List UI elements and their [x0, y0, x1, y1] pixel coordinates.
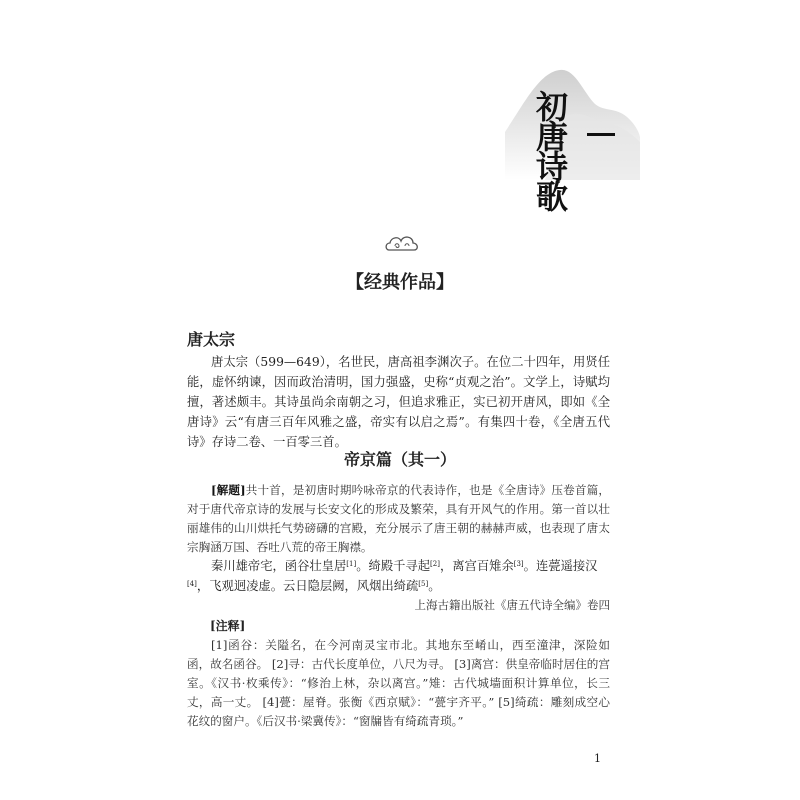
intro-text: 共十首，是初唐时期吟咏帝京的代表诗作，也是《全唐诗》压卷首篇，对于唐代帝京诗的发展与长安文化的形成及繁荣，具有开风气的作用。第一首以壮丽雄伟的山川烘托气势磅礴的宫殿，充分展示了唐王朝的赫赫声威，也表现了唐太宗胸涵万国、吞吐八荒的帝王胸襟。 [187, 483, 610, 554]
page-number: 1 [594, 752, 601, 765]
poem-intro [187, 481, 610, 557]
poem-body [187, 556, 610, 596]
footnote-marker: [2] [430, 560, 440, 568]
mountain-ink-illustration [505, 62, 640, 186]
chapter-title-char: 诗 [535, 148, 568, 186]
poem-punct: 。 [356, 559, 369, 573]
poem-line: 绮殿千寻起 [368, 559, 431, 573]
author-bio: 唐太宗（599—649），名世民，唐高祖李渊次子。在位二十四年，用贤任能，虚怀纳谏，因而政治清明，国力强盛，史称“贞观之治”。文学上，诗赋均擅，著述颇丰。其诗虽尚余南朝之习，但追求雅正，实已初开唐风，即如《全唐诗》云“有唐三百年风雅之盛，帝实有以启之焉”。有集四十卷，《全唐五代诗》存诗二卷、一百零三首。 [187, 355, 610, 449]
chapter-title-char: 唐 [535, 118, 568, 156]
chapter-title [533, 88, 571, 216]
poem-punct: 。 [428, 579, 441, 593]
section-header: 【经典作品】 [346, 272, 454, 293]
source-citation: 上海古籍出版社《唐五代诗全编》卷四 [414, 598, 610, 612]
footnote-marker: [1] [346, 560, 357, 568]
poem-title: 帝京篇（其一） [343, 450, 456, 469]
poem-punct: 。 [523, 559, 536, 573]
poem-line: 离宫百雉余 [452, 559, 514, 573]
poem-punct: ， [196, 579, 210, 593]
poem-line: 秦川雄帝宅，函谷壮皇居 [211, 559, 347, 573]
chapter-title-char: 初 [535, 88, 568, 126]
cloud-ornament-icon [383, 232, 421, 258]
poem-line: 飞观迥凌虚。云日隐层阙，风烟出绮疏 [209, 579, 419, 593]
author-name: 唐太宗 [187, 330, 236, 349]
notes-text: [1]函谷：关隘名，在今河南灵宝市北。其地东至崤山，西至潼津，深险如函，故名函谷。 [2]寻：古代长度单位，八尺为寻。 [3]离宫：供皇帝临时居住的宫室。《汉书·枚乘传》：“修治上林，杂以离宫。”雉：古代城墙面积计算单位，长三丈，高一丈。 [4]甍：屋脊。张衡《西京赋》：“甍宇齐平。” [5]绮疏：雕刻成空心花纹的窗户。《后汉书·梁冀传》：“窗牖皆有绮疏青琐。” [187, 638, 610, 728]
notes-label: [注释] [210, 619, 246, 633]
footnote-marker: [4] [187, 580, 197, 588]
intro-label: [解题] [211, 483, 246, 497]
chapter-title-char: 歌 [535, 178, 568, 216]
chapter-number [587, 133, 615, 136]
poem-punct: ， [439, 559, 453, 573]
footnote-marker: [5] [418, 580, 429, 588]
footnote-marker: [3] [513, 560, 524, 568]
poem-line: 连甍遥接汉 [535, 559, 598, 573]
